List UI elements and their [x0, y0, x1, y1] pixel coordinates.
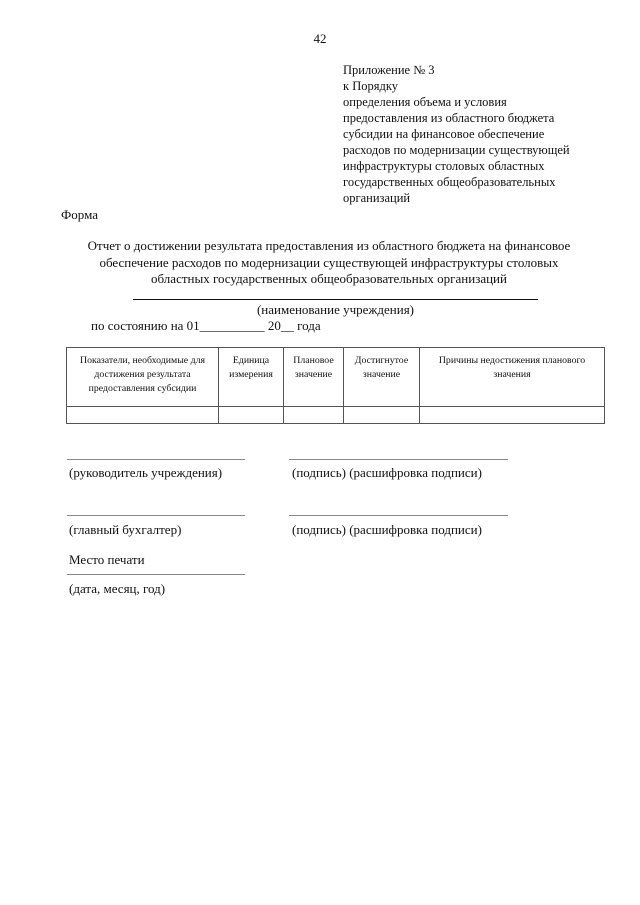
form-label: Форма	[61, 207, 98, 222]
page-number: 42	[313, 31, 327, 46]
appendix-line: Приложение № 3	[343, 63, 435, 77]
accountant-label: (главный бухгалтер)	[69, 522, 182, 537]
table-row	[67, 407, 605, 424]
appendix-line: государственных общеобразовательных	[343, 175, 556, 189]
appendix-line: к Порядку	[343, 79, 398, 93]
accountant-name-line	[67, 515, 245, 516]
appendix-line: инфраструктуры столовых областных	[343, 159, 545, 173]
table-header-cell: Достигнутое значение	[344, 348, 420, 407]
table-header-row	[67, 348, 605, 407]
title-line: Отчет о достижении результата предоставления из областного бюджета на финансовое	[87, 238, 571, 253]
report-title	[56, 238, 602, 288]
accountant-signature-label: (подпись) (расшифровка подписи)	[292, 522, 482, 537]
appendix-line: организаций	[343, 191, 411, 205]
head-label: (руководитель учреждения)	[69, 465, 223, 480]
table-header-cell: Единица измерения	[219, 348, 284, 407]
table-header-cell: Показатели, необходимые для достижения результата предоставления субсидии	[67, 348, 219, 407]
report-table	[66, 347, 605, 424]
appendix-line: определения объема и условия	[343, 95, 507, 109]
stamp-label: Место печати	[69, 552, 145, 567]
appendix-line: предоставления из областного бюджета	[343, 111, 555, 125]
table-cell	[219, 407, 284, 424]
date-label: (дата, месяц, год)	[69, 581, 166, 596]
appendix-header	[343, 62, 613, 206]
institution-name-line	[133, 299, 538, 300]
date-line	[67, 574, 245, 575]
as-of-date: по состоянию на 01__________ 20__ года	[91, 318, 321, 333]
table-cell	[420, 407, 605, 424]
table-cell	[344, 407, 420, 424]
appendix-line: субсидии на финансовое обеспечение	[343, 127, 545, 141]
accountant-signature-line	[289, 515, 508, 516]
institution-caption: (наименование учреждения)	[256, 302, 415, 317]
head-name-line	[67, 459, 245, 460]
table-cell	[67, 407, 219, 424]
table-header-cell: Причины недостижения планового значения	[420, 348, 605, 407]
title-line: обеспечение расходов по модернизации существующей инфраструктуры столовых	[99, 254, 559, 270]
head-signature-label: (подпись) (расшифровка подписи)	[292, 465, 482, 480]
table-header-cell: Плановое значение	[284, 348, 344, 407]
title-line: областных государственных общеобразовательных организаций	[151, 271, 507, 286]
table-cell	[284, 407, 344, 424]
head-signature-line	[289, 459, 508, 460]
appendix-line: расходов по модернизации существующей	[343, 143, 570, 157]
